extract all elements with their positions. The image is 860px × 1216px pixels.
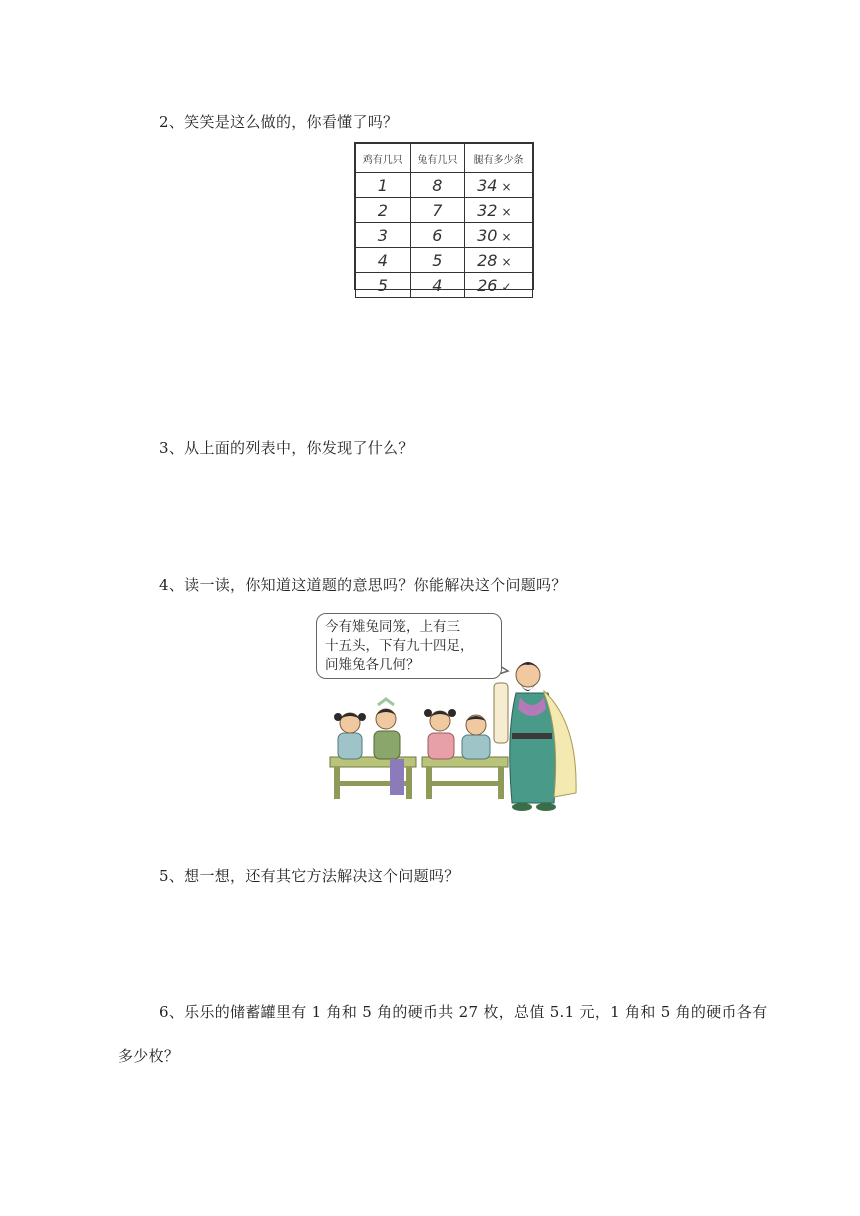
header-rabbit: 兔有几只 (410, 144, 465, 173)
legs-value: 32 (477, 200, 498, 220)
cell-legs (465, 273, 533, 298)
cell-rabbit: 5 (410, 248, 465, 273)
header-legs: 腿有多少条 (465, 144, 533, 173)
bubble-line-2: 十五头，下有九十四足， (325, 638, 474, 654)
cell-legs (465, 198, 533, 223)
check-mark-icon: ✓ (501, 279, 512, 294)
cell-chicken: 2 (356, 198, 411, 223)
bubble-line-3: 问雉兔各几何？ (325, 657, 420, 673)
question-6: 6、乐乐的储蓄罐里有 1 角和 5 角的硬币共 27 枚，总值 5.1 元，1 角和 5 角的硬币各有 (159, 1003, 768, 1021)
question-2: 2、笑笑是这么做的，你看懂了吗？ (159, 113, 399, 131)
question-3: 3、从上面的列表中，你发现了什么？ (159, 439, 414, 457)
speech-bubble (316, 613, 502, 679)
cell-rabbit: 8 (410, 173, 465, 198)
table-row (356, 223, 533, 248)
cell-legs (465, 248, 533, 273)
wrong-mark-icon: × (501, 204, 512, 219)
cell-chicken: 5 (356, 273, 411, 298)
cell-chicken: 4 (356, 248, 411, 273)
question-4: 4、读一读，你知道这道题的意思吗？你能解决这个问题吗？ (159, 576, 567, 594)
wrong-mark-icon: × (501, 254, 512, 269)
cell-rabbit: 4 (410, 273, 465, 298)
chicken-rabbit-table (354, 142, 534, 295)
cell-rabbit: 6 (410, 223, 465, 248)
legs-value: 26 (477, 275, 498, 295)
question-6-continued: 多少枚？ (118, 1047, 180, 1065)
cell-rabbit: 7 (410, 198, 465, 223)
cell-chicken: 1 (356, 173, 411, 198)
question-5: 5、想一想，还有其它方法解决这个问题吗？ (159, 867, 460, 885)
wrong-mark-icon: × (501, 229, 512, 244)
wrong-mark-icon: × (501, 179, 512, 194)
cell-legs (465, 173, 533, 198)
legs-value: 34 (477, 175, 498, 195)
bubble-line-1: 今有雉兔同笼，上有三 (325, 619, 460, 635)
table-row (356, 173, 533, 198)
legs-value: 30 (477, 225, 498, 245)
cell-legs (465, 223, 533, 248)
table-row (356, 273, 533, 298)
table-header-row (356, 144, 533, 173)
cell-chicken: 3 (356, 223, 411, 248)
legs-value: 28 (477, 250, 498, 270)
table-row (356, 248, 533, 273)
header-chicken: 鸡有几只 (356, 144, 411, 173)
classroom-illustration (316, 613, 590, 817)
table-row (356, 198, 533, 223)
